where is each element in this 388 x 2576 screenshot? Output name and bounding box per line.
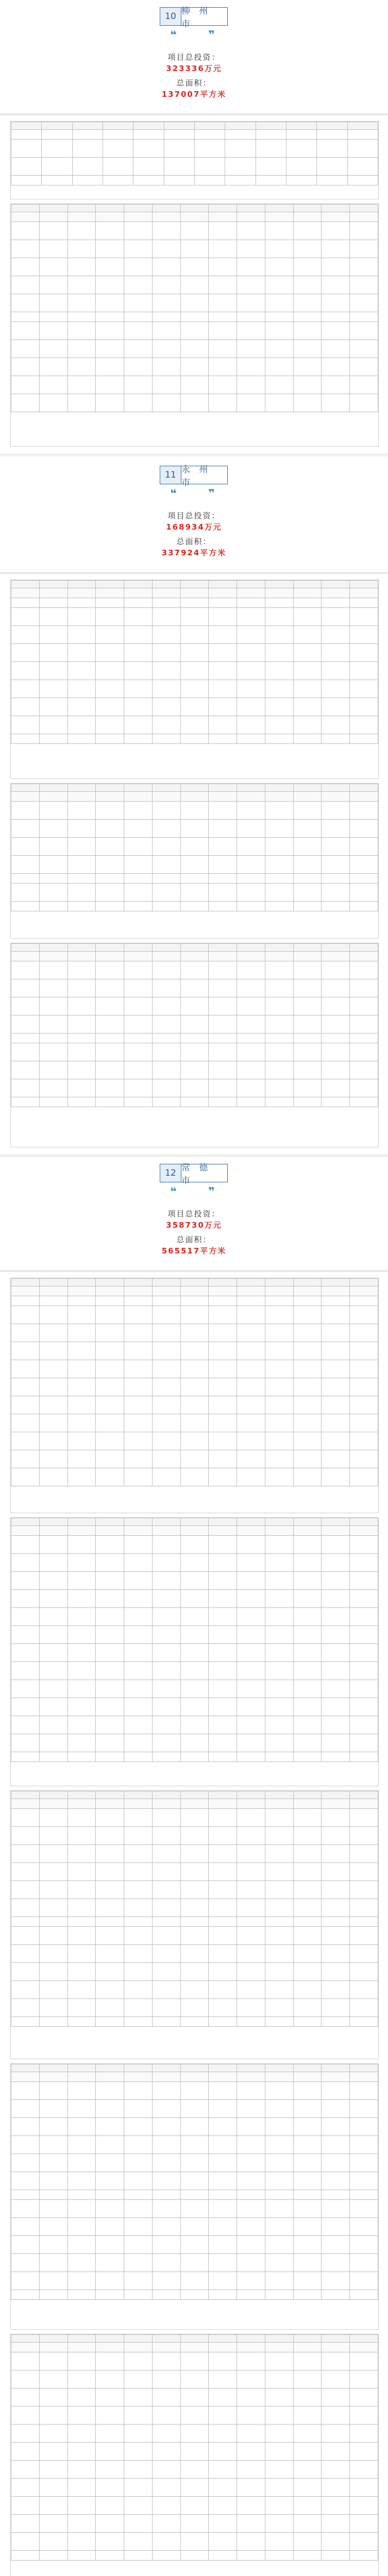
invest-label: 项目总投资：	[167, 511, 221, 520]
close-quote-icon: ❞	[208, 1185, 215, 1198]
table-image	[10, 943, 379, 1147]
table-image	[10, 1278, 379, 1513]
section-title-box	[160, 465, 228, 488]
section-title-box	[160, 6, 228, 29]
section-header	[0, 0, 388, 111]
project-table	[11, 1278, 378, 1486]
invest-label: 项目总投资：	[167, 1209, 221, 1218]
section-header	[0, 459, 388, 569]
area-label: 总面积：	[176, 537, 212, 546]
city-section-10	[0, 0, 388, 111]
section-number: 10	[160, 8, 181, 25]
divider	[0, 113, 388, 115]
section-city: 常 德 市	[181, 1163, 211, 1186]
project-table	[11, 784, 378, 911]
table-image	[10, 1517, 379, 1786]
project-table	[11, 122, 378, 185]
table-image	[10, 1790, 379, 2059]
table-image	[10, 121, 379, 199]
open-quote-icon: ❝	[170, 1185, 177, 1198]
table-image	[10, 2334, 379, 2576]
project-table	[11, 943, 378, 1107]
section-city: 永 州 市	[181, 465, 211, 488]
section-title-box	[160, 1163, 228, 1186]
project-table	[11, 2334, 378, 2561]
divider	[0, 1270, 388, 1272]
area-value: 565517平方米	[161, 1246, 227, 1256]
table-image	[10, 204, 379, 447]
area-label: 总面积：	[176, 1235, 212, 1244]
project-table	[11, 1791, 378, 2027]
open-quote-icon: ❝	[170, 29, 177, 42]
project-table	[11, 2064, 378, 2300]
table-image	[10, 783, 379, 939]
close-quote-icon: ❞	[208, 487, 215, 500]
project-table	[11, 1518, 378, 1762]
table-image	[10, 2063, 379, 2330]
section-number: 11	[160, 466, 181, 484]
divider	[0, 572, 388, 574]
area-label: 总面积：	[176, 78, 212, 88]
invest-value: 358730万元	[166, 1221, 222, 1230]
table-image	[10, 580, 379, 779]
city-section-11	[0, 459, 388, 569]
open-quote-icon: ❝	[170, 487, 177, 500]
project-table	[11, 580, 378, 744]
section-number: 12	[160, 1164, 181, 1182]
close-quote-icon: ❞	[208, 29, 215, 42]
section-city: 柳 州 市	[181, 6, 211, 29]
invest-value: 323336万元	[166, 64, 222, 73]
invest-value: 168934万元	[166, 522, 222, 532]
section-header	[0, 1157, 388, 1267]
invest-label: 项目总投资：	[167, 53, 221, 62]
city-section-12	[0, 1157, 388, 1267]
area-value: 337924平方米	[161, 548, 227, 557]
area-value: 137007平方米	[161, 90, 227, 99]
project-table	[11, 204, 378, 412]
divider	[0, 453, 388, 456]
